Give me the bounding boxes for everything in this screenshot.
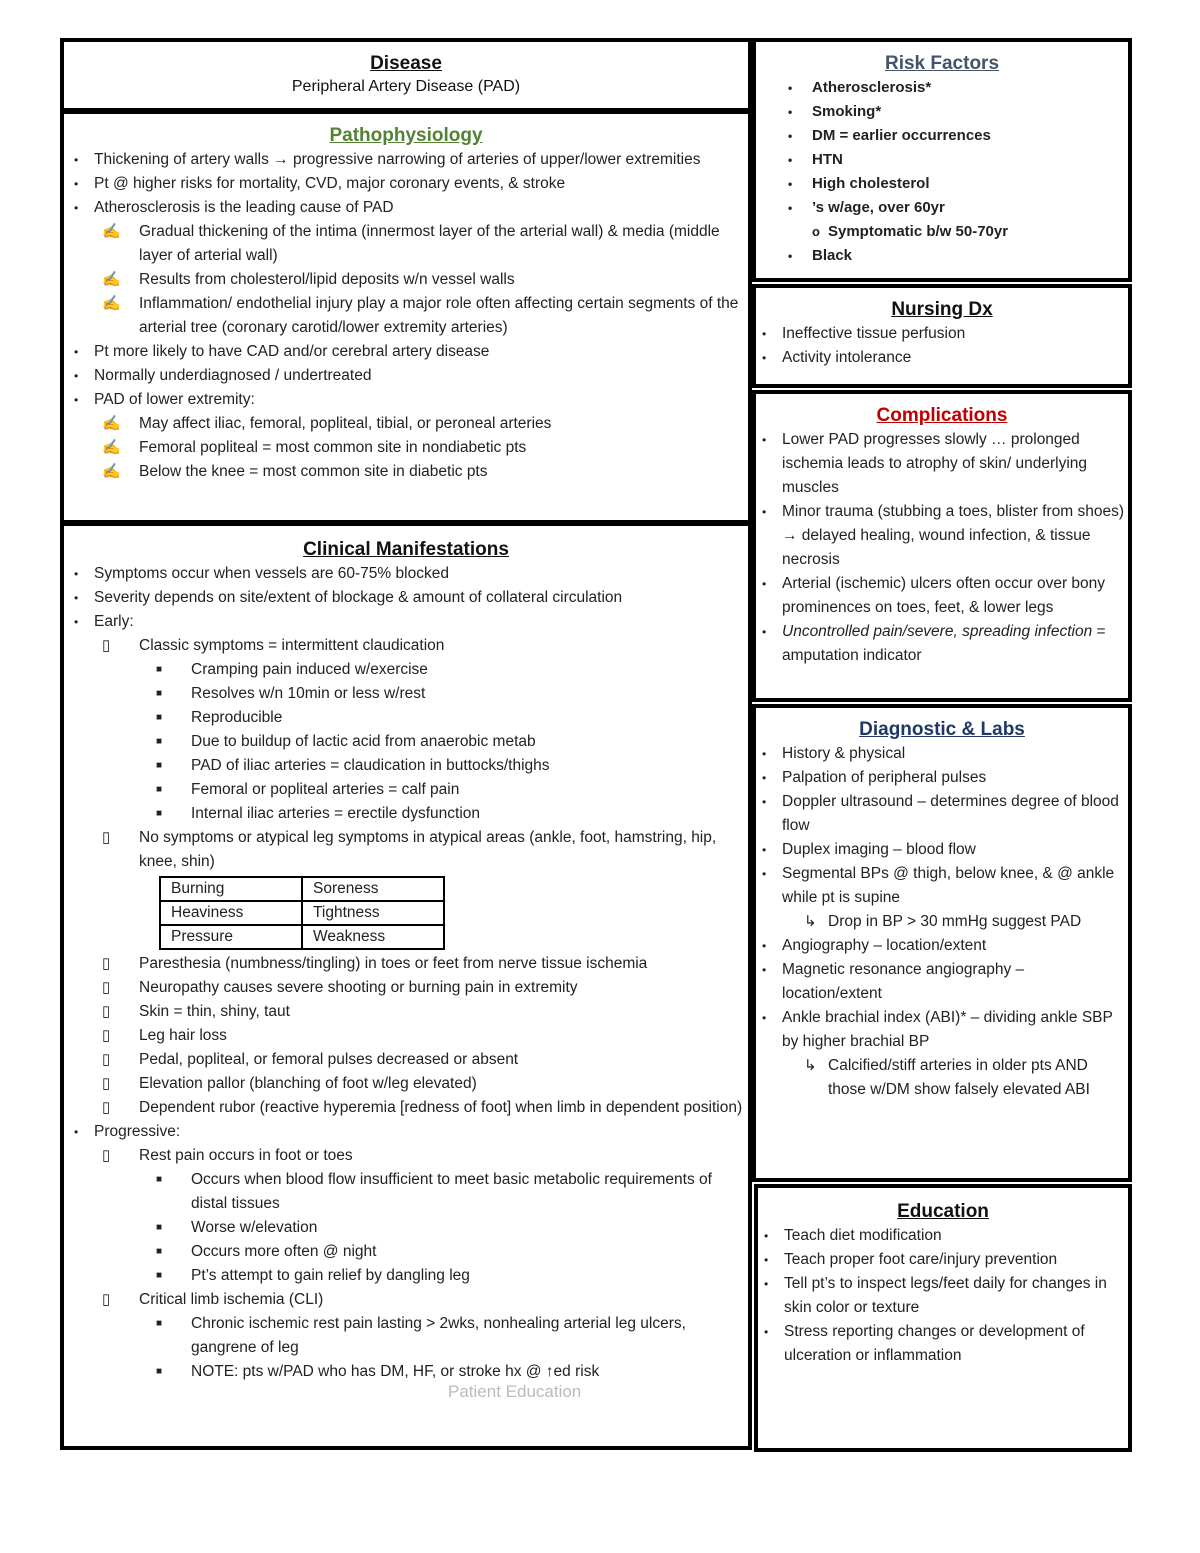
list-item-text: Activity intolerance xyxy=(782,349,912,366)
bullet-icon: ■ xyxy=(156,808,163,819)
amputation-italic-text: Uncontrolled pain/severe, spreading infection xyxy=(782,623,1093,640)
bullet-icon: • xyxy=(74,345,79,359)
list-item xyxy=(64,148,748,172)
bullet-icon: ↳ xyxy=(804,913,817,930)
bullet-icon: • xyxy=(762,771,767,785)
symptom-cell: Tightness xyxy=(302,901,444,925)
list-item-text: Inflammation/ endothelial injury play a major role often affecting certain segments of the arterial tree (coronary carotid/lower extremity arteries) xyxy=(139,295,739,336)
bullet-icon: • xyxy=(74,615,79,629)
bullet-icon: ▯ xyxy=(102,1147,111,1164)
complications-box xyxy=(752,390,1132,702)
list-item-text: Duplex imaging – blood flow xyxy=(782,841,976,858)
list-item-text: Neuropathy causes severe shooting or burning pain in extremity xyxy=(139,979,578,996)
bullet-icon: • xyxy=(74,153,79,167)
list-item xyxy=(64,658,748,682)
diagnostic-box xyxy=(752,704,1132,1182)
bullet-icon: ■ xyxy=(156,1222,163,1233)
list-item-text: Pt’s attempt to gain relief by dangling leg xyxy=(191,1267,470,1284)
list-item-text: Reproducible xyxy=(191,709,283,726)
list-item xyxy=(64,952,748,976)
list-item-text: Rest pain occurs in foot or toes xyxy=(139,1147,353,1164)
list-item-text: Gradual thickening of the intima (innermost layer of the arterial wall) & media (middle layer of arterial wall) xyxy=(139,223,720,264)
list-item-text: Pedal, popliteal, or femoral pulses decreased or absent xyxy=(139,1051,519,1068)
list-item-text: Occurs when blood flow insufficient to meet basic metabolic requirements of distal tissues xyxy=(191,1171,712,1212)
list-item-text: Worse w/elevation xyxy=(191,1219,318,1236)
list-item xyxy=(756,958,1128,1006)
list-item-text: Teach proper foot care/injury prevention xyxy=(784,1251,1058,1268)
list-item xyxy=(64,826,748,874)
list-item xyxy=(758,1272,1128,1320)
bullet-icon: ▯ xyxy=(102,1051,111,1068)
list-item-text: Angiography – location/extent xyxy=(782,937,987,954)
list-item xyxy=(756,148,1128,172)
bullet-icon: • xyxy=(764,1325,769,1339)
list-item-text: Progressive: xyxy=(94,1123,181,1140)
symptom-cell: Pressure xyxy=(160,925,302,949)
bullet-icon: ■ xyxy=(156,1318,163,1329)
nursing-dx-title: Nursing Dx xyxy=(891,299,993,320)
clinical-list-a xyxy=(64,562,748,874)
list-item xyxy=(64,1096,748,1120)
list-item xyxy=(756,620,1128,668)
list-item xyxy=(64,1048,748,1072)
list-item xyxy=(64,634,748,658)
bullet-icon: • xyxy=(762,747,767,761)
list-item-text: May affect iliac, femoral, popliteal, tibial, or peroneal arteries xyxy=(139,415,552,432)
list-item xyxy=(64,1288,748,1312)
symptom-row xyxy=(160,877,444,901)
symptom-cell: Heaviness xyxy=(160,901,302,925)
list-item xyxy=(756,862,1128,910)
list-item xyxy=(64,436,748,460)
list-item-text: Paresthesia (numbness/tingling) in toes or feet from nerve tissue ischemia xyxy=(139,955,648,972)
education-title: Education xyxy=(897,1201,989,1222)
list-item xyxy=(64,754,748,778)
list-item xyxy=(64,1000,748,1024)
list-item xyxy=(756,790,1128,838)
list-item-text: Severity depends on site/extent of blockage & amount of collateral circulation xyxy=(94,589,623,606)
list-item xyxy=(756,910,1128,934)
list-item-text: Teach diet modification xyxy=(784,1227,942,1244)
list-item-text: HTN xyxy=(812,151,843,168)
bullet-icon: ▯ xyxy=(102,1075,111,1092)
list-item-text: Femoral popliteal = most common site in nondiabetic pts xyxy=(139,439,527,456)
list-item-text: Black xyxy=(812,247,853,264)
list-item xyxy=(756,742,1128,766)
list-item xyxy=(64,268,748,292)
list-item-text: Thickening of artery walls → progressive narrowing of arteries of upper/lower extremities xyxy=(94,151,701,168)
list-item xyxy=(64,682,748,706)
list-item xyxy=(756,100,1128,124)
bullet-icon: • xyxy=(762,351,767,365)
bullet-icon: ■ xyxy=(156,1174,163,1185)
bullet-icon: • xyxy=(788,201,793,215)
complications-title: Complications xyxy=(876,405,1008,426)
list-item xyxy=(756,220,1128,244)
list-item xyxy=(758,1248,1128,1272)
complications-list-tail xyxy=(756,620,1128,668)
list-item xyxy=(756,322,1128,346)
list-item xyxy=(64,388,748,412)
list-item xyxy=(64,706,748,730)
list-item xyxy=(756,1006,1128,1054)
disease-subtitle: Peripheral Artery Disease (PAD) xyxy=(291,78,521,95)
bullet-icon: ▯ xyxy=(102,979,111,996)
bullet-icon: ▯ xyxy=(102,955,111,972)
bullet-icon: ■ xyxy=(156,736,163,747)
list-item-text: Early: xyxy=(94,613,134,630)
list-item-text: Femoral or popliteal arteries = calf pain xyxy=(191,781,460,798)
list-item xyxy=(64,802,748,826)
list-item xyxy=(756,428,1128,500)
list-item-text: Arterial (ischemic) ulcers often occur over bony prominences on toes, feet, & lower legs xyxy=(782,575,1106,616)
bullet-icon: ■ xyxy=(156,664,163,675)
list-item xyxy=(64,1360,748,1384)
complications-list xyxy=(756,428,1128,620)
bullet-icon: ✍ xyxy=(102,439,121,456)
list-item xyxy=(64,220,748,268)
bullet-icon: ▯ xyxy=(102,1003,111,1020)
list-item-text: Segmental BPs @ thigh, below knee, & @ ankle while pt is supine xyxy=(782,865,1115,906)
list-item xyxy=(756,766,1128,790)
list-item-text: Chronic ischemic rest pain lasting > 2wks, nonhealing arterial leg ulcers, gangrene of leg xyxy=(191,1315,686,1356)
bullet-icon: ■ xyxy=(156,1246,163,1257)
bullet-icon: • xyxy=(762,433,767,447)
clinical-list-b xyxy=(64,952,748,1384)
pathophysiology-title: Pathophysiology xyxy=(329,125,483,146)
list-item-text: NOTE: pts w/PAD who has DM, HF, or stroke hx @ ↑ed risk xyxy=(191,1363,600,1380)
list-item xyxy=(64,460,748,484)
bullet-icon: • xyxy=(74,591,79,605)
bullet-icon: • xyxy=(762,625,767,639)
list-item xyxy=(756,838,1128,862)
bullet-icon: ✍ xyxy=(102,463,121,480)
bullet-icon: ■ xyxy=(156,1366,163,1377)
bullet-icon: • xyxy=(74,369,79,383)
list-item-text: Smoking* xyxy=(812,103,882,120)
list-item xyxy=(64,1120,748,1144)
list-item-text: High cholesterol xyxy=(812,175,930,192)
list-item-text: Resolves w/n 10min or less w/rest xyxy=(191,685,426,702)
list-item xyxy=(756,572,1128,620)
bullet-icon: o xyxy=(812,224,820,239)
symptom-cell: Burning xyxy=(160,877,302,901)
list-item xyxy=(64,610,748,634)
list-item xyxy=(756,1054,1128,1102)
list-item-text: DM = earlier occurrences xyxy=(812,127,991,144)
bullet-icon: • xyxy=(764,1229,769,1243)
list-item-text: PAD of iliac arteries = claudication in buttocks/thighs xyxy=(191,757,550,774)
list-item xyxy=(64,1144,748,1168)
bullet-icon: ■ xyxy=(156,760,163,771)
list-item-text: Pt @ higher risks for mortality, CVD, major coronary events, & stroke xyxy=(94,175,566,192)
list-item xyxy=(64,976,748,1000)
list-item xyxy=(64,1072,748,1096)
diagnostic-list xyxy=(756,742,1128,1102)
list-item-text: History & physical xyxy=(782,745,906,762)
bullet-icon: • xyxy=(762,867,767,881)
list-item-text: Occurs more often @ night xyxy=(191,1243,377,1260)
bullet-icon: ✍ xyxy=(102,295,121,312)
list-item xyxy=(64,172,748,196)
bullet-icon: ▯ xyxy=(102,637,111,654)
disease-title: Disease xyxy=(370,53,442,74)
list-item xyxy=(64,778,748,802)
bullet-icon: • xyxy=(74,567,79,581)
symptom-row xyxy=(160,925,444,949)
list-item xyxy=(756,124,1128,148)
bullet-icon: ✍ xyxy=(102,271,121,288)
list-item xyxy=(756,346,1128,370)
list-item xyxy=(756,76,1128,100)
list-item-text: Below the knee = most common site in diabetic pts xyxy=(139,463,488,480)
list-item-text: Drop in BP > 30 mmHg suggest PAD xyxy=(828,913,1082,930)
list-item xyxy=(756,934,1128,958)
bullet-icon: • xyxy=(762,963,767,977)
list-item-text: Magnetic resonance angiography – location/extent xyxy=(782,961,1025,1002)
list-item-text: Normally underdiagnosed / undertreated xyxy=(94,367,372,384)
list-item-text: Results from cholesterol/lipid deposits w/n vessel walls xyxy=(139,271,515,288)
symptom-cell: Weakness xyxy=(302,925,444,949)
amputation-text: = amputation indicator xyxy=(782,623,1106,664)
list-item-text: Stress reporting changes or development of ulceration or inflammation xyxy=(784,1323,1085,1364)
bullet-icon: • xyxy=(74,393,79,407)
clinical-title: Clinical Manifestations xyxy=(303,539,509,560)
symptom-cell: Soreness xyxy=(302,877,444,901)
list-item xyxy=(64,586,748,610)
list-item xyxy=(64,292,748,340)
list-item xyxy=(64,412,748,436)
list-item-text: Critical limb ischemia (CLI) xyxy=(139,1291,324,1308)
bullet-icon: • xyxy=(788,81,793,95)
list-item-text: Doppler ultrasound – determines degree of blood flow xyxy=(782,793,1119,834)
risk-factors-list xyxy=(756,76,1128,268)
bullet-icon: • xyxy=(788,249,793,263)
bullet-icon: ▯ xyxy=(102,1099,111,1116)
list-item-text: Due to buildup of lactic acid from anaerobic metab xyxy=(191,733,536,750)
bullet-icon: • xyxy=(74,201,79,215)
bullet-icon: • xyxy=(762,577,767,591)
list-item xyxy=(64,1240,748,1264)
bullet-icon: ↳ xyxy=(804,1057,817,1074)
list-item-text: Leg hair loss xyxy=(139,1027,227,1044)
list-item xyxy=(64,1264,748,1288)
list-item-text: PAD of lower extremity: xyxy=(94,391,255,408)
list-item-text: Classic symptoms = intermittent claudication xyxy=(139,637,445,654)
bullet-icon: • xyxy=(788,105,793,119)
list-item xyxy=(756,172,1128,196)
bullet-icon: • xyxy=(788,177,793,191)
bullet-icon: ▯ xyxy=(102,1291,111,1308)
bullet-icon: • xyxy=(788,129,793,143)
list-item-text: Skin = thin, shiny, taut xyxy=(139,1003,290,1020)
bullet-icon: • xyxy=(764,1253,769,1267)
pathophysiology-box xyxy=(60,110,752,524)
symptom-table xyxy=(159,876,445,950)
watermark-text: Patient Education xyxy=(448,1382,582,1401)
bullet-icon: • xyxy=(764,1277,769,1291)
bullet-icon: • xyxy=(762,505,767,519)
bullet-icon: • xyxy=(74,1125,79,1139)
diagnostic-title: Diagnostic & Labs xyxy=(859,719,1025,740)
symptom-row xyxy=(160,901,444,925)
list-item-text: Ineffective tissue perfusion xyxy=(782,325,966,342)
list-item-text: Symptoms occur when vessels are 60-75% blocked xyxy=(94,565,449,582)
nursing-dx-box xyxy=(752,284,1132,388)
list-item-text: Minor trauma (stubbing a toes, blister from shoes) → delayed healing, wound infection, & tissue necrosis xyxy=(782,503,1124,568)
list-item xyxy=(64,1168,748,1216)
bullet-icon: ▯ xyxy=(102,829,111,846)
risk-factors-title: Risk Factors xyxy=(884,53,1000,74)
pathophysiology-list xyxy=(64,148,748,484)
risk-factors-box xyxy=(752,38,1132,282)
list-item xyxy=(756,196,1128,220)
list-item-text: Dependent rubor (reactive hyperemia [redness of foot] when limb in dependent position) xyxy=(139,1099,743,1116)
bullet-icon: • xyxy=(762,939,767,953)
bullet-icon: • xyxy=(762,843,767,857)
list-item-text: Pt more likely to have CAD and/or cerebral artery disease xyxy=(94,343,490,360)
list-item-text: Atherosclerosis is the leading cause of PAD xyxy=(94,199,394,216)
disease-box xyxy=(60,38,752,112)
list-item xyxy=(64,340,748,364)
list-item xyxy=(64,1024,748,1048)
bullet-icon: ▯ xyxy=(102,1027,111,1044)
bullet-icon: • xyxy=(762,327,767,341)
list-item-text: No symptoms or atypical leg symptoms in atypical areas (ankle, foot, hamstring, hip, knee, shin) xyxy=(139,829,717,870)
list-item-text: Internal iliac arteries = erectile dysfunction xyxy=(191,805,481,822)
bullet-icon: ■ xyxy=(156,784,163,795)
clinical-box xyxy=(60,522,752,1450)
bullet-icon: ■ xyxy=(156,1270,163,1281)
bullet-icon: • xyxy=(74,177,79,191)
education-box xyxy=(754,1184,1132,1452)
bullet-icon: ■ xyxy=(156,688,163,699)
bullet-icon: ■ xyxy=(156,712,163,723)
list-item xyxy=(756,500,1128,572)
list-item-text: Calcified/stiff arteries in older pts AND those w/DM show falsely elevated ABI xyxy=(828,1057,1090,1098)
list-item xyxy=(64,364,748,388)
education-list xyxy=(758,1224,1128,1368)
list-item-text: Ankle brachial index (ABI)* – dividing ankle SBP by higher brachial BP xyxy=(782,1009,1113,1050)
list-item xyxy=(758,1320,1128,1368)
list-item-text: Symptomatic b/w 50-70yr xyxy=(828,223,1009,240)
nursing-dx-list xyxy=(756,322,1128,370)
list-item-text: Palpation of peripheral pulses xyxy=(782,769,987,786)
list-item-text: Cramping pain induced w/exercise xyxy=(191,661,428,678)
list-item-text: Atherosclerosis* xyxy=(812,79,932,96)
list-item xyxy=(756,244,1128,268)
list-item xyxy=(64,1312,748,1360)
list-item-text: Lower PAD progresses slowly … prolonged ischemia leads to atrophy of skin/ underlying muscles xyxy=(782,431,1087,496)
list-item-text: ’s w/age, over 60yr xyxy=(812,199,945,216)
list-item xyxy=(64,1216,748,1240)
bullet-icon: ✍ xyxy=(102,415,121,432)
list-item-text: Elevation pallor (blanching of foot w/leg elevated) xyxy=(139,1075,477,1092)
bullet-icon: • xyxy=(762,795,767,809)
bullet-icon: ✍ xyxy=(102,223,121,240)
list-item xyxy=(64,196,748,220)
list-item xyxy=(758,1224,1128,1248)
list-item xyxy=(64,562,748,586)
bullet-icon: • xyxy=(762,1011,767,1025)
list-item xyxy=(64,730,748,754)
list-item-text: Tell pt’s to inspect legs/feet daily for changes in skin color or texture xyxy=(784,1275,1107,1316)
bullet-icon: • xyxy=(788,153,793,167)
